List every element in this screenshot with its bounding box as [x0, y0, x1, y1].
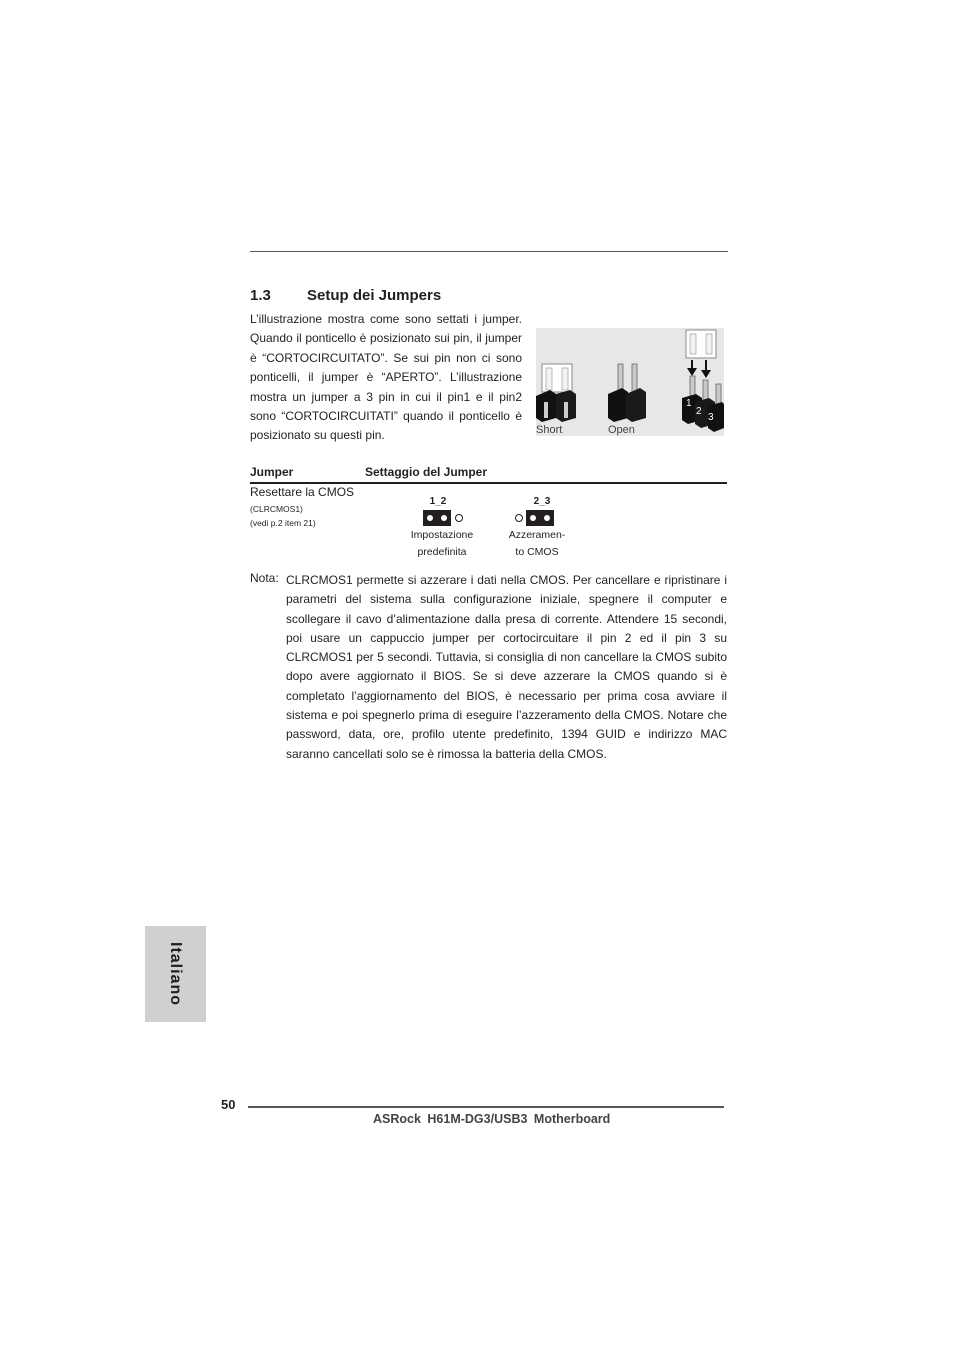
row-sub-ref: (vedi p.2 item 21) — [250, 518, 316, 528]
short-label: Short — [536, 424, 563, 436]
pin-number-1: 1 — [686, 398, 692, 409]
table-header-jumper: Jumper — [250, 465, 294, 479]
option1-caption-line1: Impostazione — [410, 529, 474, 541]
footer-product-name: ASRock H61M-DG3/USB3 Motherboard — [373, 1112, 611, 1126]
language-side-tab — [145, 926, 206, 1022]
note-text: CLRCMOS1 permette si azzerare i dati nella CMOS. Per cancellare e ripristinare i parametri del sistema sulla configurazione iniziale, spegnere il computer e scollegare il cavo d’alimentazione dalla presa di corrente. Attendere 15 secondi, poi usare un cappuccio jumper per cortocircuitare il pin 2 ed il pin 3 su CLRCMOS1 per 5 secondi. Tuttavia, si consiglia di non cancellare la CMOS subito dopo avere aggiornato il BIOS. Se si deve azzerare la CMOS quando si è completato l’aggiornamento del BIOS, è necessario per prima cosa avviare il sistema e poi spegnerlo prima di eseguire l’azzeramento della CMOS. Notare che password, data, ore, profilo utente predefinito, 1394 GUID e indirizzo MAC saranno cancellati solo se è rimossa la batteria della CMOS. — [286, 573, 727, 761]
pin-number-2: 2 — [696, 406, 702, 417]
jumper-diagram — [536, 328, 724, 436]
open-label: Open — [608, 424, 635, 436]
section-title: Setup dei Jumpers — [307, 287, 442, 304]
intro-paragraph: L’illustrazione mostra come sono settati i jumper. Quando il ponticello è posizionato sui pin, il jumper è “CORTOCIRCUITATO”. Se sui pin non ci sono ponticelli, il jumper è “APERTO”. L’illustrazione mostra un jumper a 3 pin in cui il pin1 e il pin2 sono “CORTOCIRCUITATI” quando il ponticello è posizionato su questi pin. — [250, 312, 522, 443]
footer-divider — [248, 1106, 724, 1108]
row-sub-clrcmos: (CLRCMOS1) — [250, 504, 303, 514]
language-label: Italiano — [167, 941, 184, 1007]
table-header-setting: Settaggio del Jumper — [365, 465, 488, 479]
open-jumper-graphic — [608, 364, 646, 422]
page-number: 50 — [221, 1097, 236, 1112]
option2-caption-line2: to CMOS — [515, 546, 559, 558]
short-jumper-graphic — [536, 364, 576, 422]
three-pin-jumper-graphic — [682, 330, 724, 432]
option1-pin-label: 1_2 — [429, 496, 447, 507]
row-label-reset-cmos: Resettare la CMOS — [250, 485, 355, 499]
section-number: 1.3 — [250, 287, 271, 304]
option2-pin-label: 2_3 — [533, 496, 551, 507]
jumper-illustration — [536, 328, 724, 436]
pin-number-3: 3 — [708, 412, 714, 423]
table-header-divider — [250, 482, 727, 484]
note-label: Nota: — [250, 571, 279, 585]
option2-caption-line1: Azzeramen- — [508, 529, 566, 541]
top-divider — [250, 251, 728, 252]
option1-caption-line2: predefinita — [417, 546, 467, 558]
